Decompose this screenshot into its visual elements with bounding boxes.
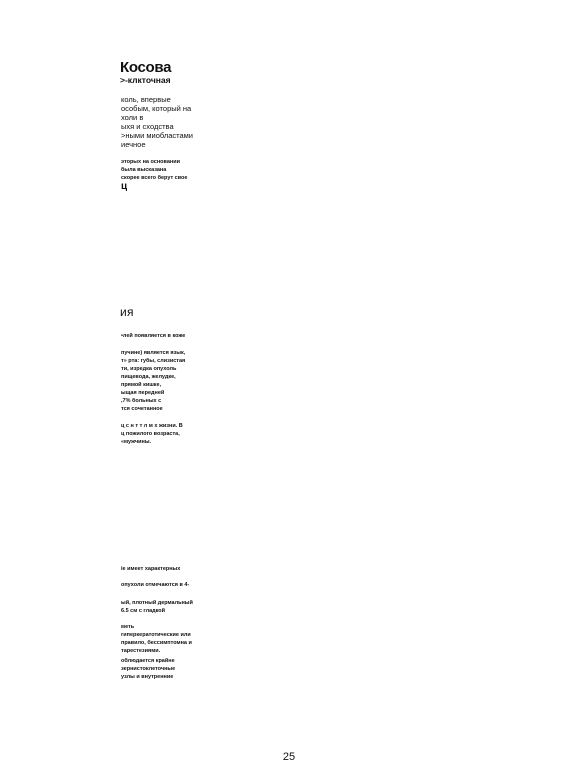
body-line: облюдается крайне [121, 658, 175, 664]
section-heading: ия [120, 306, 134, 319]
body-line: •лей появляется в коже [121, 333, 186, 339]
body-line: коль, впервые [121, 96, 171, 104]
body-line: меть [121, 624, 135, 630]
body-line: правило, бессимптомна и [121, 640, 192, 646]
body-line: ти, изредка опухоль [121, 366, 177, 372]
body-line: эторых на основании [121, 159, 180, 165]
body-line: узлы и внутренние [121, 674, 174, 680]
body-line: холи в [121, 114, 144, 122]
body-line: пищевода, желудке, [121, 374, 176, 380]
body-line: скорее всего берут свое [121, 175, 188, 181]
body-line: была высказана [121, 167, 167, 173]
chapter-title: Косова [120, 60, 172, 76]
body-line: прямой кишке, [121, 382, 162, 388]
body-line: 6.5 см с гладкой [121, 608, 166, 614]
body-line: иечное [121, 141, 146, 149]
body-line: ц с н т т л м х жизни. В [121, 423, 183, 429]
body-line: гиперкератотические или [121, 632, 191, 638]
body-line: ,7% больных с [121, 398, 162, 404]
body-line: ыхя и сходства [121, 123, 174, 131]
body-line: ц пожилого возраста, [121, 431, 180, 437]
body-line: пучине) является язык, [121, 350, 186, 356]
body-line: тся сочетанное [121, 406, 163, 412]
body-line: ый, плотный дермальный [121, 600, 193, 606]
body-line: ie имеет характерных [121, 566, 181, 572]
body-line: тарестезиями. [121, 648, 161, 654]
fragment-glyph: ц [121, 181, 128, 192]
chapter-subtitle: >-клкточная [120, 76, 171, 85]
body-line: ыщая передней [121, 390, 165, 396]
body-line: зернистоклеточные [121, 666, 176, 672]
body-line: т» рта: губы, слизистая [121, 358, 186, 364]
body-line: «мужчины. [121, 439, 152, 445]
page-number: 25 [282, 751, 296, 763]
body-line: особым, который на [121, 105, 192, 113]
body-line: опухоли отмечаются в 4- [121, 582, 190, 588]
body-line: >ными миобластами [121, 132, 193, 140]
